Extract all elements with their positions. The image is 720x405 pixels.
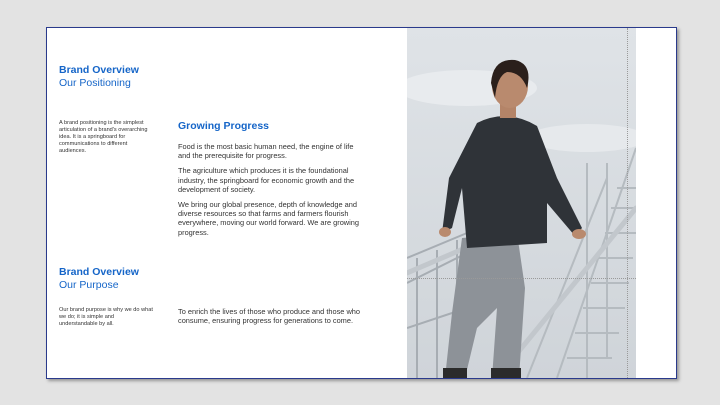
slide [46, 27, 677, 379]
growing-paragraph-2: The agriculture which produces it is the foundational industry, the springboard for economic growth and the development of society. [178, 166, 355, 194]
growing-paragraph-3: We bring our global presence, depth of knowledge and diverse resources so that farms and farmers flourish everywhere, moving our world forward. We are growing progress. [178, 200, 360, 237]
purpose-subheading: Our Purpose [59, 279, 119, 291]
guide-line-vertical [627, 28, 628, 378]
guide-line-horizontal [407, 278, 636, 279]
positioning-heading: Brand Overview [59, 64, 139, 76]
positioning-description: A brand positioning is the simplest articulation of a brand's overarching idea. It is a springboard for communications to different audiences. [59, 120, 148, 154]
purpose-heading: Brand Overview [59, 266, 139, 278]
purpose-description: Our brand purpose is why we do what we do; it is simple and understandable by all. [59, 307, 153, 327]
growing-progress-title: Growing Progress [178, 120, 270, 132]
positioning-subheading: Our Positioning [59, 77, 131, 89]
growing-paragraph-1: Food is the most basic human need, the engine of life and the prerequisite for progress. [178, 142, 354, 161]
growing-progress-body [178, 142, 363, 243]
purpose-statement: To enrich the lives of those who produce and those who consume, ensuring progress for generations to come. [178, 307, 361, 326]
woman-on-stairs-photo [407, 28, 636, 378]
